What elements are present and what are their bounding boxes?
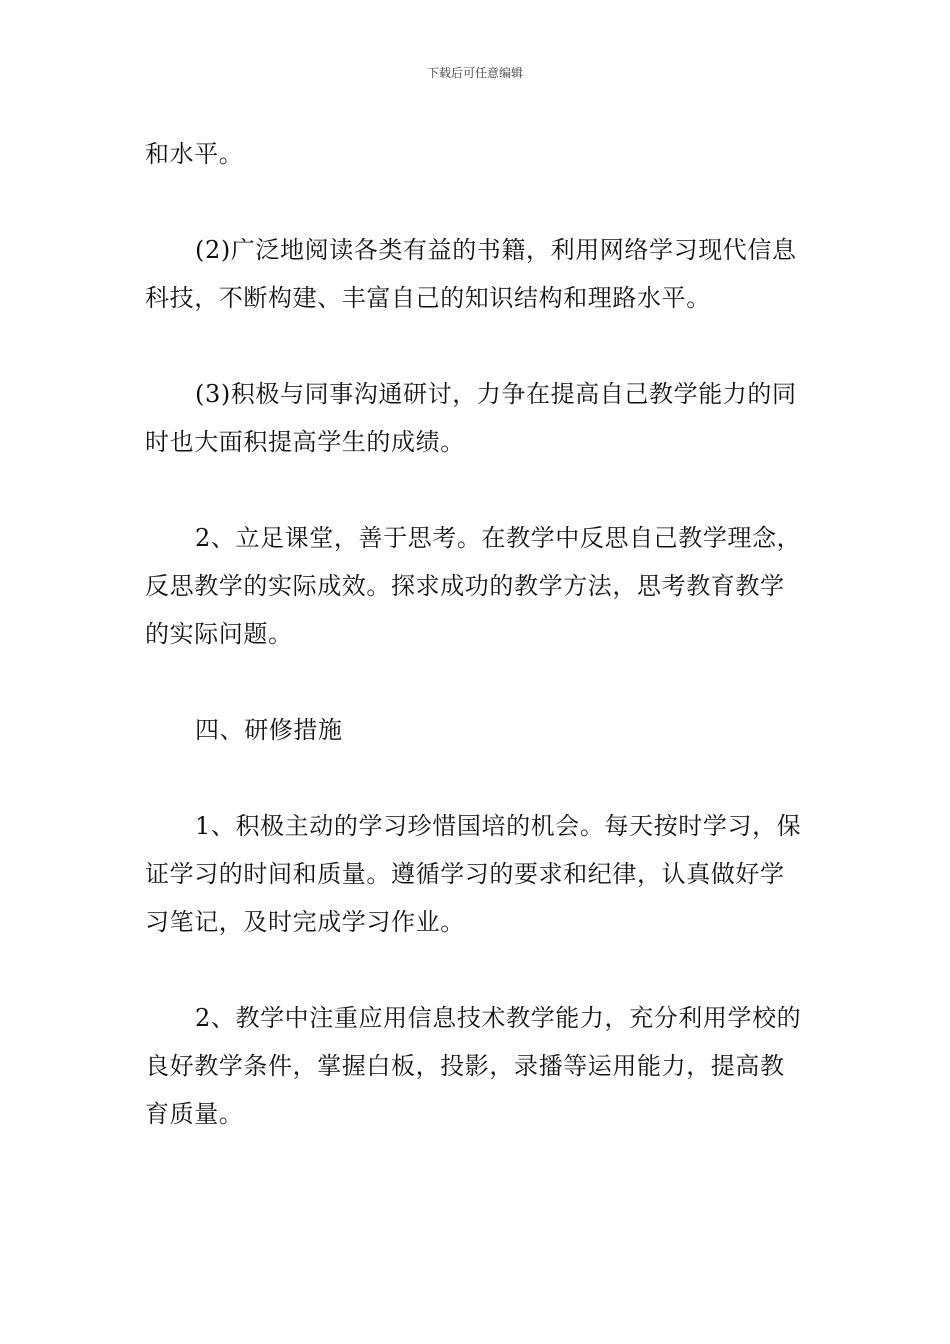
- page-header-note: 下载后可任意编辑: [426, 66, 523, 80]
- paragraph-classroom-reflection: 2、立足课堂，善于思考。在教学中反思自己教学理念，反思教学的实际成效。探求成功的教学方法，思考教育教学的实际问题。: [145, 524, 802, 648]
- paragraph-measure-1: 1、积极主动的学习珍惜国培的机会。每天按时学习，保证学习的时间和质量。遵循学习的要求和纪律，认真做好学习笔记，及时完成学习作业。: [145, 812, 802, 936]
- paragraph-measure-2: 2、教学中注重应用信息技术教学能力，充分利用学校的良好教学条件，掌握白板，投影，录播等运用能力，提高教育质量。: [145, 1004, 802, 1128]
- paragraph-item-2-reading: (2)广泛地阅读各类有益的书籍，利用网络学习现代信息科技，不断构建、丰富自己的知识结构和理路水平。: [145, 236, 797, 312]
- section-heading-measures: 四、研修措施: [195, 716, 343, 744]
- paragraph-continuation: 和水平。: [145, 140, 244, 168]
- paragraph-item-3-colleagues: (3)积极与同事沟通研讨，力争在提高自己教学能力的同时也大面积提高学生的成绩。: [145, 380, 797, 456]
- document-body: [145, 130, 805, 1138]
